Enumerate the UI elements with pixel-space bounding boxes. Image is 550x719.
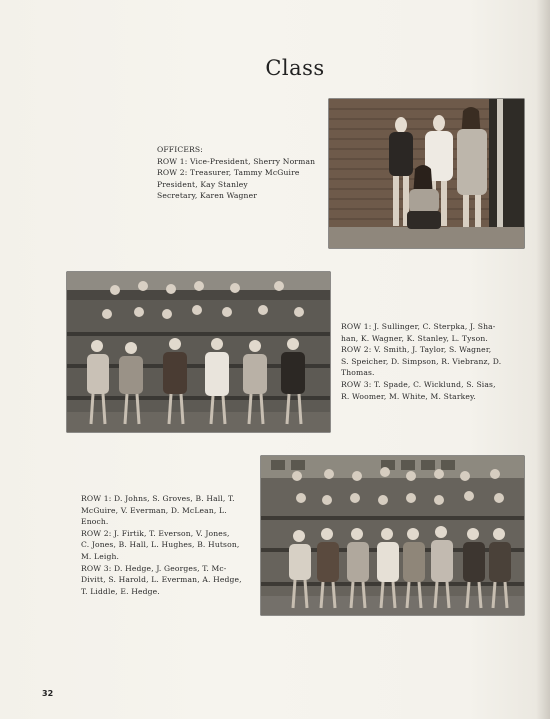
group3-line: McGuire, V. Everman, D. McLean, L.: [81, 505, 227, 515]
group3-line: ROW 1: D. Johns, S. Groves, B. Hall, T.: [81, 494, 235, 503]
page-spine-shadow: [536, 0, 550, 719]
officers-line: Secretary, Karen Wagner: [157, 191, 258, 201]
group2-line: R. Woomer, M. White, M. Starkey.: [341, 391, 477, 401]
group2-line: S. Speicher, D. Simpson, R. Viebranz, D.: [341, 356, 502, 366]
group2-line: ROW 3: T. Spade, C. Wicklund, S. Sias,: [341, 379, 496, 389]
group3-line: Divitt, S. Harold, L. Everman, A. Hedge,: [81, 575, 242, 585]
officers-line: ROW 2: Treasurer, Tammy McGuire: [157, 168, 300, 178]
class-group-photo-2: [67, 272, 330, 432]
officers-caption: [157, 144, 315, 202]
officers-line: ROW 1: Vice-President, Sherry Norman: [157, 156, 316, 166]
officers-line: President, Kay Stanley: [157, 179, 248, 189]
group3-line: Enoch.: [81, 517, 109, 527]
group2-line: ROW 2: V. Smith, J. Taylor, S. Wagner,: [341, 345, 492, 355]
page-number: 32: [42, 689, 54, 698]
group3-line: ROW 3: D. Hedge, J. Georges, T. Mc-: [81, 563, 227, 573]
page-title: Class: [265, 56, 325, 80]
group2-line: ROW 1: J. Sullinger, C. Sterpka, J. Sha-: [341, 322, 496, 331]
group2-caption: [341, 321, 501, 402]
group3-line: C. Jones, B. Hall, L. Hughes, B. Hutson,: [81, 540, 240, 550]
group2-line: han, K. Wagner, K. Stanley, L. Tyson.: [341, 333, 488, 343]
group3-caption: [81, 493, 242, 597]
officers-heading: OFFICERS:: [157, 145, 203, 154]
officers-photo: [329, 99, 524, 248]
group3-line: ROW 2: J. Firtik, T. Everson, V. Jones,: [81, 528, 230, 538]
group3-line: M. Leigh.: [81, 551, 120, 561]
class-group-photo-3: [261, 456, 524, 615]
group2-line: Thomas.: [341, 368, 375, 378]
group3-line: T. Liddle, E. Hedge.: [81, 586, 160, 596]
